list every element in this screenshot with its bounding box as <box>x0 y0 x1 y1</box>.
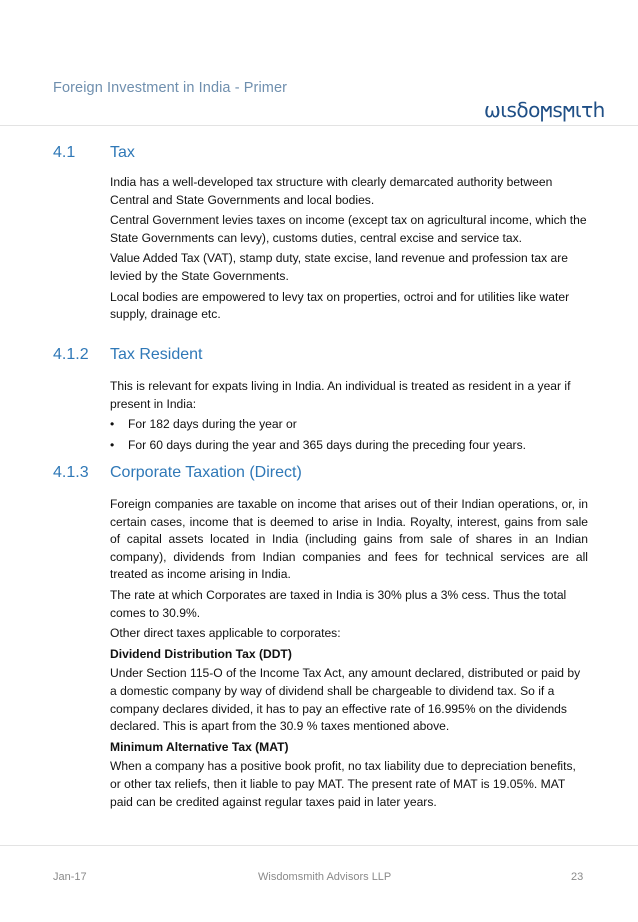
section-4-1-2-body <box>110 378 588 457</box>
paragraph: Value Added Tax (VAT), stamp duty, state excise, land revenue and profession tax are levied by the State Governments. <box>110 251 569 283</box>
list-item <box>110 416 588 434</box>
list-item <box>110 437 588 455</box>
list-item-text: For 60 days during the year and 365 days during the preceding four years. <box>128 437 526 452</box>
footer-divider <box>0 845 638 846</box>
header-divider <box>0 125 638 126</box>
ddt-heading: Dividend Distribution Tax (DDT) <box>110 646 292 661</box>
paragraph: India has a well-developed tax structure with clearly demarcated authority between Central and State Governments and local bodies. <box>110 175 553 207</box>
section-4-1-3-number: 4.1.3 <box>53 464 89 481</box>
header-title: Foreign Investment in India - Primer <box>53 80 288 96</box>
bullet-icon: • <box>110 417 115 432</box>
footer-company: Wisdomsmith Advisors LLP <box>258 871 392 883</box>
section-4-1-title: Tax <box>110 144 135 161</box>
section-4-1-number: 4.1 <box>53 144 76 161</box>
paragraph: Under Section 115-O of the Income Tax Act, any amount declared, distributed or paid by a domestic company by way of dividend shall be chargeable to dividend tax. So if a company declares divided, it has to pay an effective rate of 16.995% on the dividends declared. This is apart from the 30.9 % taxes mentioned above. <box>110 666 581 734</box>
paragraph: Local bodies are empowered to levy tax on properties, octroi and for utilities like water supply, drainage etc. <box>110 289 570 322</box>
section-4-1-body <box>110 174 588 327</box>
section-4-1-2-number: 4.1.2 <box>53 346 89 363</box>
mat-heading: Minimum Alternative Tax (MAT) <box>110 739 289 754</box>
paragraph: This is relevant for expats living in India. An individual is treated as resident in a year if present in India: <box>110 379 571 411</box>
wisdomsmith-logo: ωιsδoϻsϻιτh <box>484 98 605 122</box>
section-4-1-2-title: Tax Resident <box>110 346 203 363</box>
paragraph: Foreign companies are taxable on income that arises out of their Indian operations, or, in certain cases, income that is deemed to arise in India. Royalty, interest, gains from sale of capital assets located in India (including gains from sale of shares in an Indian company), dividends from Indian companies and fees for technical services are all treated as income arising in India. <box>110 497 588 582</box>
bullet-icon: • <box>110 437 115 452</box>
footer-date: Jan-17 <box>53 871 87 883</box>
section-4-1-3-body <box>110 496 588 814</box>
section-4-1-3-title: Corporate Taxation (Direct) <box>110 464 302 481</box>
paragraph: The rate at which Corporates are taxed in India is 30% plus a 3% cess. Thus the total comes to 30.9%. <box>110 587 567 620</box>
paragraph: Other direct taxes applicable to corporates: <box>110 626 341 641</box>
footer-page-number: 23 <box>571 871 584 883</box>
paragraph: When a company has a positive book profit, no tax liability due to depreciation benefits, or other tax reliefs, then it liable to pay MAT. The present rate of MAT is 19.05%. MAT paid can be credited against regular taxes paid in later years. <box>110 759 576 809</box>
paragraph: Central Government levies taxes on income (except tax on agricultural income, which the State Governments can levy), customs duties, central excise and service tax. <box>110 213 587 245</box>
list-item-text: For 182 days during the year or <box>128 417 297 432</box>
